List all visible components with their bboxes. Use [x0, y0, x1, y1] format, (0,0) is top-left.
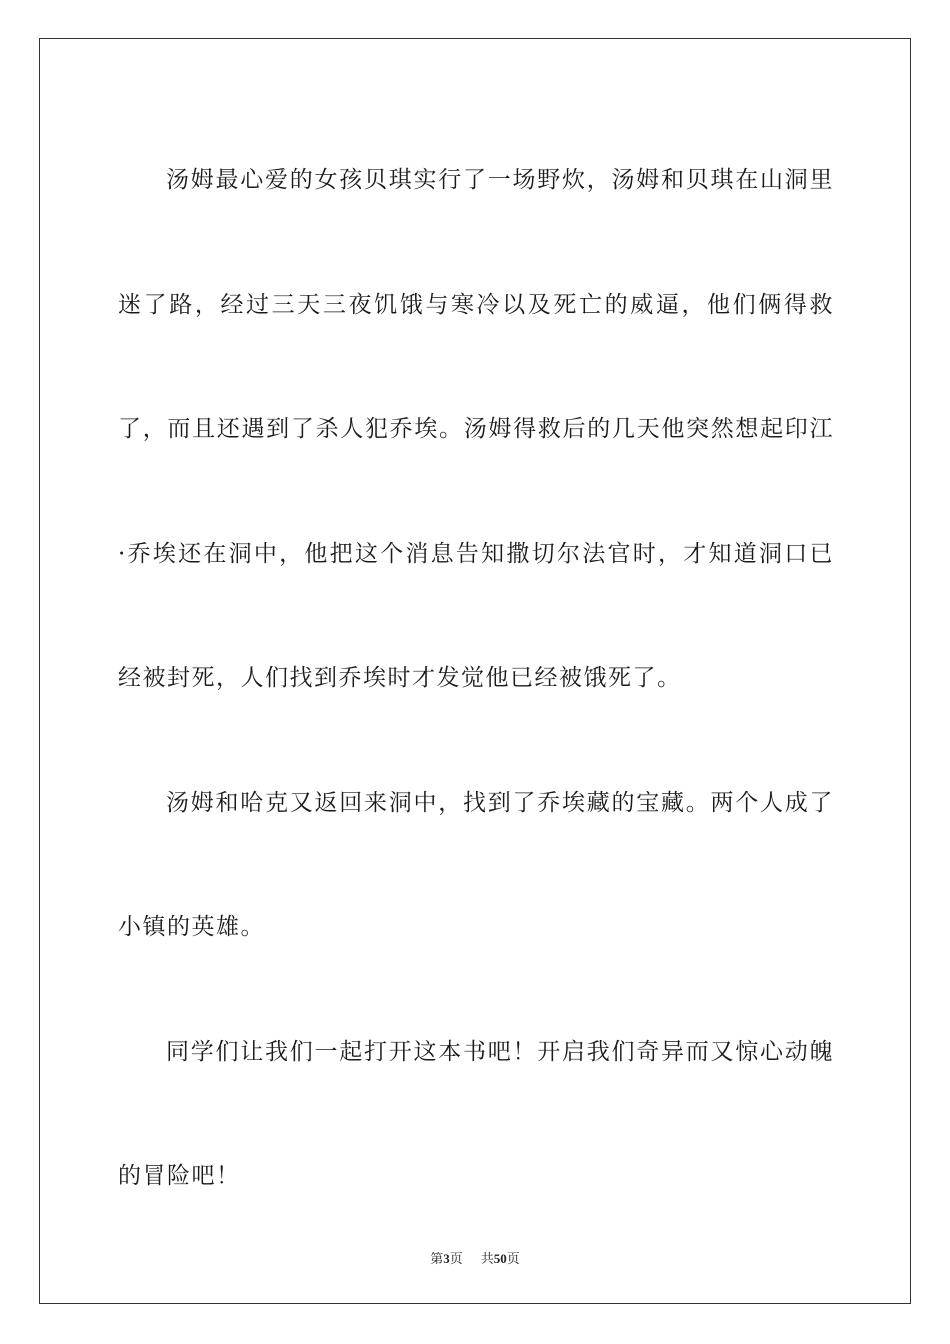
- document-body: [118, 118, 834, 1239]
- paragraph-1: 汤姆最心爱的女孩贝琪实行了一场野炊，汤姆和贝琪在山洞里迷了路，经过三天三夜饥饿与寒冷以及死亡的威逼，他们俩得救了，而且还遇到了杀人犯乔埃。汤姆得救后的几天他突然想起印江·乔埃还在洞中，他把这个消息告知撒切尔法官时，才知道洞口已经被封死，人们找到乔埃时才发觉他已经被饿死了。: [118, 167, 834, 691]
- page-current-number: 3: [443, 1251, 450, 1266]
- total-suffix: 页: [506, 1252, 520, 1267]
- page-prefix: 第: [430, 1252, 444, 1267]
- page-footer: [0, 1248, 950, 1267]
- page-total-number: 50: [493, 1251, 507, 1266]
- paragraph-2: 汤姆和哈克又返回来洞中，找到了乔埃藏的宝藏。两个人成了小镇的英雄。: [118, 789, 834, 940]
- paragraph-3: 同学们让我们一起打开这本书吧！开启我们奇异而又惊心动魄的冒险吧！: [118, 1038, 834, 1189]
- total-prefix: 共: [480, 1252, 494, 1267]
- page-suffix: 页: [449, 1252, 463, 1267]
